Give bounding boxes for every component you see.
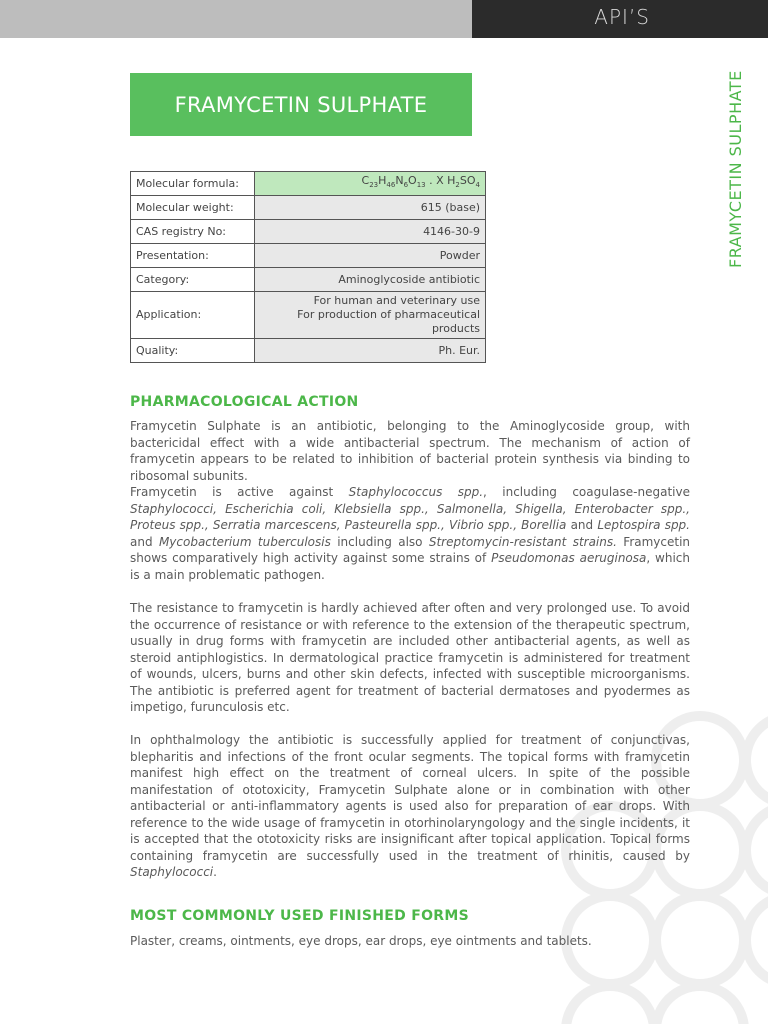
property-label: Molecular formula: xyxy=(131,172,255,196)
table-row xyxy=(131,244,486,268)
section-label: API’S xyxy=(594,5,650,29)
paragraph-mechanism: Framycetin Sulphate is an antibiotic, belonging to the Aminoglycoside group, with bactericidal effect with a wide antibacterial spectrum. The mechanism of action of framycetin appears to be related to inhibition of bacterial protein synthesis via binding to ribosomal subunits. xyxy=(130,419,690,483)
property-value xyxy=(255,292,486,339)
header-bar-right xyxy=(472,0,768,38)
decorative-circle xyxy=(746,896,768,984)
vertical-title: FRAMYCETIN SULPHATE xyxy=(726,70,745,268)
property-label: Quality: xyxy=(131,339,255,363)
decorative-circle xyxy=(746,806,768,894)
pharmacological-action-heading: PHARMACOLOGICAL ACTION xyxy=(130,394,359,410)
decorative-circle xyxy=(746,716,768,804)
table-row xyxy=(131,196,486,220)
decorative-circle xyxy=(656,986,744,1024)
finished-forms-heading: MOST COMMONLY USED FINISHED FORMS xyxy=(130,908,469,924)
paragraph-ophthalmology: In ophthalmology the antibiotic is successfully applied for treatment of conjunctivas, blepharitis and infections of the front ocular segments. The topical forms with framycetin manifest high effect on the treatment of corneal ulcers. In spite of the possible manifestation of ototoxicity, Framycetin Sulphate alone or in combination with other antibacterial or anti-inflammatory agents is used also for preparation of ear drops. With reference to the wide usage of framycetin in otorhinolaryngology and the single incidents, it is accepted that the ototoxicity risks are insignificant after topical application. Topical forms containing framycetin are successfully used in the treatment of rhinitis, caused by Staphylococci. xyxy=(130,733,690,879)
application-line-1: For human and veterinary use xyxy=(313,294,480,307)
paragraph-spectrum: Framycetin is active against Staphylococcus spp., including coagulase-negative Staphylococci, Escherichia coli, Klebsiella spp., Salmonella, Shigella, Enterobacter spp., Proteus spp., Serratia marcescens, Pasteurella spp., Vibrio spp., Borellia and Leptospira spp. and Mycobacterium tuberculosis including also Streptomycin-resistant strains. Framycetin shows comparatively high activity against some strains of Pseudomonas aeruginosa, which is a main problematic pathogen. xyxy=(130,485,691,582)
header-bar-left xyxy=(0,0,472,38)
property-value: Ph. Eur. xyxy=(255,339,486,363)
property-value xyxy=(255,172,486,196)
table-row xyxy=(131,292,486,339)
property-label: CAS registry No: xyxy=(131,220,255,244)
property-label: Category: xyxy=(131,268,255,292)
paragraph-resistance: The resistance to framycetin is hardly achieved after often and very prolonged use. To avoid the occurrence of resistance or with reference to the extension of the therapeutic spectrum, usually in drug forms with framycetin are included other antibacterial agents, as well as steroid antiphlogistics. In dermatological practice framycetin is administered for treatment of wounds, ulcers, burns and other skin defects, infected with susceptible microorganisms. The antibiotic is preferred agent for treatment of bacterial dermatoses and pyodermes as impetigo, furunculosis etc. xyxy=(130,601,690,714)
table-row xyxy=(131,172,486,196)
product-title: FRAMYCETIN SULPHATE xyxy=(174,92,428,117)
property-value: 615 (base) xyxy=(255,196,486,220)
property-value: 4146-30-9 xyxy=(255,220,486,244)
property-value: Aminoglycoside antibiotic xyxy=(255,268,486,292)
properties-table xyxy=(130,171,486,363)
finished-forms-text: Plaster, creams, ointments, eye drops, ear drops, eye ointments and tablets. xyxy=(130,934,592,948)
decorative-circle xyxy=(566,986,654,1024)
table-row xyxy=(131,339,486,363)
property-label: Molecular weight: xyxy=(131,196,255,220)
property-label: Application: xyxy=(131,292,255,339)
table-row xyxy=(131,220,486,244)
property-label: Presentation: xyxy=(131,244,255,268)
table-row xyxy=(131,268,486,292)
product-title-box xyxy=(130,73,472,136)
property-value: Powder xyxy=(255,244,486,268)
molecular-formula: $C_{23}H_{46}N_6O_{13}$ . X $H_2SO_4$ xyxy=(361,174,480,190)
application-line-2: For production of pharmaceutical products xyxy=(297,308,480,335)
